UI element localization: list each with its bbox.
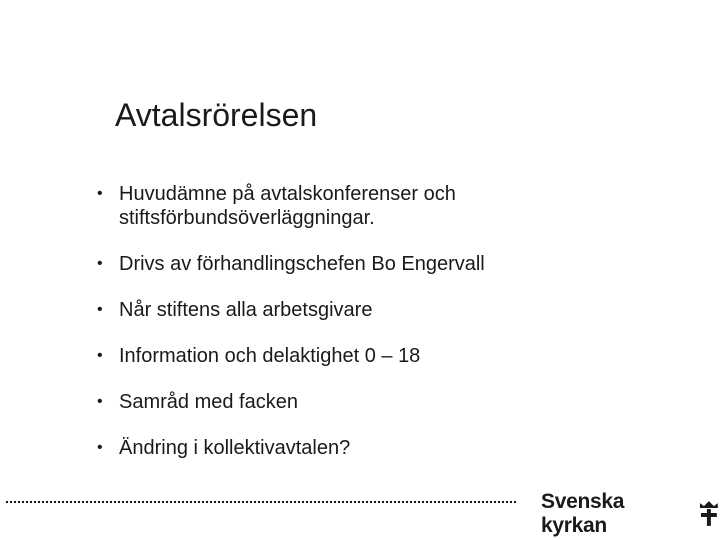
bullet-item [97, 390, 657, 414]
bullet-list [97, 182, 657, 482]
bullet-text: Samråd med facken [119, 391, 298, 413]
bullet-dot: • [97, 255, 103, 272]
footer-dotted-divider [5, 500, 517, 504]
bullet-item [97, 436, 657, 460]
bullet-text: Huvudämne på avtalskonferenser och [119, 183, 456, 205]
bullet-text: Drivs av förhandlingschefen Bo Engervall [119, 253, 485, 275]
bullet-dot: • [97, 347, 103, 364]
bullet-text: Ändring i kollektivavtalen? [119, 437, 351, 459]
bullet-text-continued: stiftsförbundsöverläggningar. [119, 207, 375, 229]
bullet-dot: • [97, 393, 103, 410]
bullet-text: Når stiftens alla arbetsgivare [119, 299, 373, 321]
svenska-kyrkan-logo [541, 490, 720, 538]
bullet-dot: • [97, 301, 103, 318]
bullet-item [97, 182, 657, 230]
bullet-text: Information och delaktighet 0 – 18 [119, 345, 421, 367]
bullet-item [97, 298, 657, 322]
bullet-item [97, 344, 657, 368]
cross-crown-icon [698, 501, 720, 527]
logo-wordmark: Svenska kyrkan [541, 490, 625, 537]
bullet-dot: • [97, 439, 103, 456]
slide-title: Avtalsrörelsen [115, 97, 318, 133]
bullet-dot: • [97, 185, 103, 202]
bullet-item [97, 252, 657, 276]
